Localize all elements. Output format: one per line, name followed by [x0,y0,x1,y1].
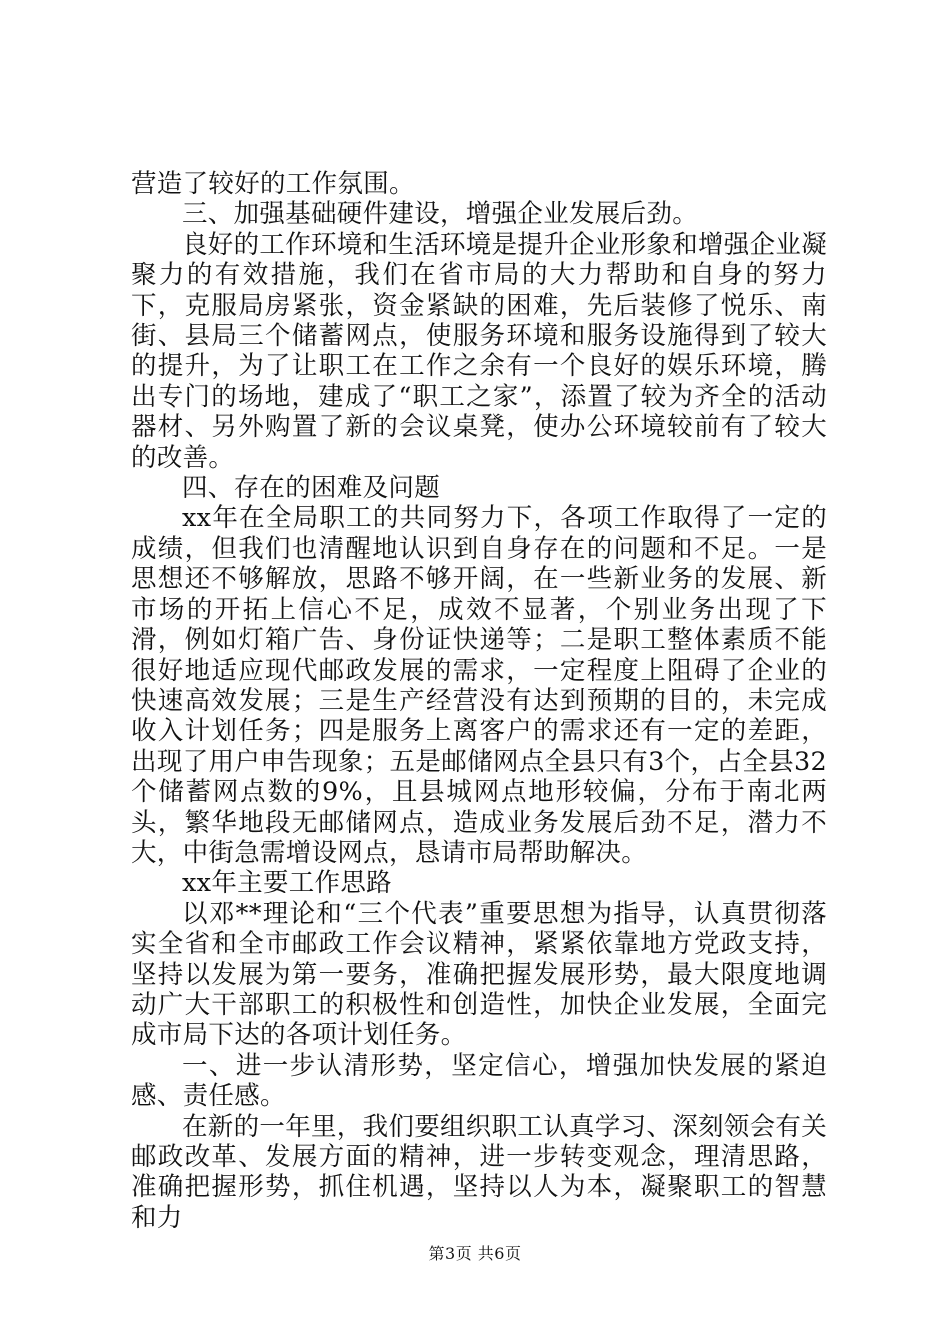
section-heading-work-plan: xx年主要工作思路 [182,868,392,899]
paragraph-new-year: 在新的一年里，我们要组织职工认真学习、深刻领会有关邮政改革、发展方面的精神，进一步转变观念，理清思路，准确把握形势，抓住机遇，坚持以人为本，凝聚职工的智慧和力 [131,1111,828,1233]
section-heading-4: 四、存在的困难及问题 [182,473,441,504]
section-heading-3: 三、加强基础硬件建设，增强企业发展后劲。 [182,199,699,230]
paragraph-guideline: 以邓**理论和“三个代表”重要思想为指导，认真贯彻落实全省和全市邮政工作会议精神，紧紧依靠地方党政支持，坚持以发展为第一要务，准确把握发展形势，最大限度地调动广大干部职工的积极性和创造性，加快企业发展，全面完成市局下达的各项计划任务。 [131,898,827,1051]
paragraph-continuation: 营造了较好的工作氛围。 [131,169,415,199]
page-number-footer: 第3页 共6页 [428,1244,522,1263]
paragraph-environment: 良好的工作环境和生活环境是提升企业形象和增强企业凝聚力的有效措施，我们在省市局的大力帮助和自身的努力下，克服局房紧张，资金紧缺的困难，先后装修了悦乐、南街、县局三个储蓄网点，使服务环境和服务设施得到了较大的提升，为了让职工在工作之余有一个良好的娱乐环境，腾出专门的场地，建成了“职工之家”，添置了较为齐全的活动器材、另外购置了新的会议桌凳，使办公环境较前有了较大的改善。 [131,229,828,473]
document-body [131,169,827,1233]
section-heading-1: 一、进一步认清形势，坚定信心，增强加快发展的紧迫感、责任感。 [131,1050,827,1112]
paragraph-problems: xx年在全局职工的共同努力下，各项工作取得了一定的成绩，但我们也清醒地认识到自身存在的问题和不足。一是思想还不够解放，思路不够开阔，在一些新业务的发展、新市场的开拓上信心不足，成效不显著，个别业务出现了下滑，例如灯箱广告、身份证快递等；二是职工整体素质不能很好地适应现代邮政发展的需求，一定程度上阻碍了企业的快速高效发展；三是生产经营没有达到预期的目的，未完成收入计划任务；四是服务上离客户的需求还有一定的差距，出现了用户申告现象；五是邮储网点全县只有3个，占全县32个储蓄网点数的9%，且县城网点地形较偏，分布于南北两头，繁华地段无邮储网点，造成业务发展后劲不足，潜力不大，中街急需增设网点，恳请市局帮助解决。 [131,503,827,868]
